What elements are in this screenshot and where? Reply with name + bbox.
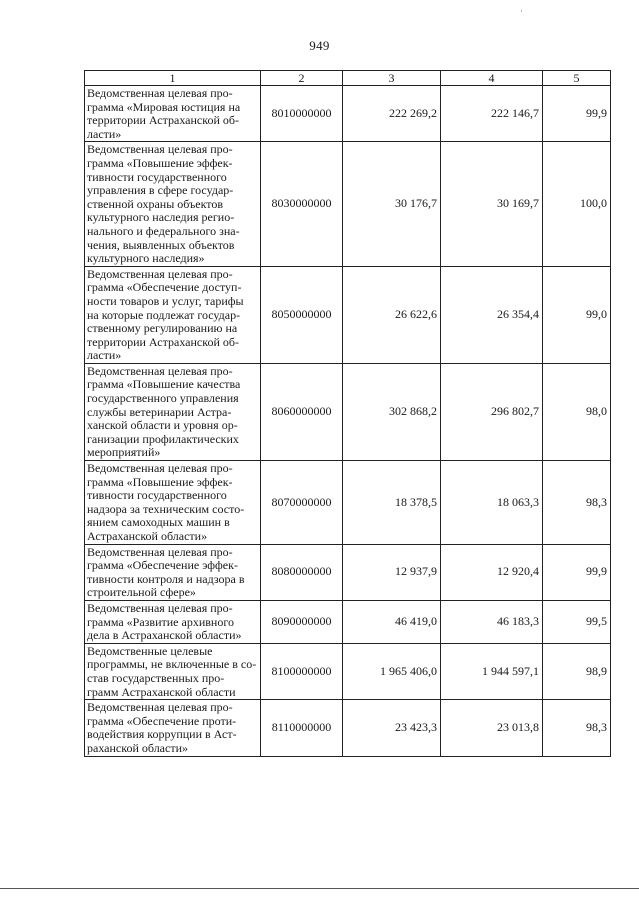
program-name-line: грамма «Повышение качества — [87, 377, 241, 392]
program-name-line: ханской области и уровня ор- — [87, 418, 238, 433]
program-name-line: культурного наследия регио- — [87, 210, 235, 225]
program-name-line: тивности государственного — [87, 169, 227, 184]
program-name-line: ласти» — [87, 126, 122, 141]
actual-amount-cell: 222 146,7 — [441, 86, 543, 142]
page-bottom-rule — [0, 888, 639, 889]
execution-percent-cell: 100,0 — [543, 142, 611, 266]
program-name-line: ганизации профилактических — [87, 431, 239, 446]
program-name-line: тивности контроля и надзора в — [87, 571, 245, 586]
program-name-line: государственного управления — [87, 391, 239, 406]
program-name-line: Ведомственная целевая про- — [87, 700, 233, 715]
execution-percent-cell: 98,9 — [543, 643, 611, 699]
execution-percent-cell: 98,3 — [543, 461, 611, 545]
actual-amount-cell: 18 063,3 — [441, 461, 543, 545]
program-name-line: Ведомственные целевые — [87, 643, 213, 658]
program-name-cell — [85, 544, 261, 600]
execution-percent-cell: 99,0 — [543, 266, 611, 363]
actual-amount-cell: 296 802,7 — [441, 363, 543, 460]
program-name-line: Астраханской области» — [87, 529, 208, 543]
scan-mark: · — [520, 6, 523, 16]
table-row — [85, 363, 611, 460]
header-cell-1: 1 — [85, 71, 261, 86]
program-name-line: ласти» — [87, 348, 122, 363]
program-name-line: мероприятий» — [87, 445, 161, 460]
program-name-line: нального и федерального зна- — [87, 223, 240, 238]
program-code-cell: 8070000000 — [261, 461, 343, 545]
execution-percent-cell: 99,5 — [543, 600, 611, 643]
program-name-line: грамма «Повышение эффек- — [87, 474, 233, 489]
planned-amount-cell: 18 378,5 — [343, 461, 441, 545]
program-name-line: строительной сфере» — [87, 585, 196, 600]
table-row — [85, 86, 611, 142]
program-name-line: грамма «Обеспечение доступ- — [87, 280, 242, 295]
program-name-line: грамма «Развитие архивного — [87, 614, 234, 629]
header-cell-4: 4 — [441, 71, 543, 86]
program-code-cell: 8060000000 — [261, 363, 343, 460]
program-name-line: ственному регулированию на — [87, 321, 238, 336]
program-name-line: водействия коррупции в Аст- — [87, 727, 237, 742]
table-row — [85, 643, 611, 699]
program-name-line: программы, не включенные в со- — [87, 657, 257, 672]
actual-amount-cell: 26 354,4 — [441, 266, 543, 363]
program-name-line: службы ветеринарии Астра- — [87, 404, 232, 419]
program-name-line: грамма «Обеспечение эффек- — [87, 558, 238, 573]
program-name-line: дела в Астраханской области» — [87, 628, 242, 643]
table-header-row — [85, 71, 611, 86]
program-name-cell — [85, 461, 261, 545]
program-name-line: грамм Астраханской области — [87, 684, 236, 699]
program-code-cell: 8050000000 — [261, 266, 343, 363]
program-name-line: став государственных про- — [87, 670, 225, 685]
table-row — [85, 600, 611, 643]
execution-percent-cell: 98,0 — [543, 363, 611, 460]
program-code-cell: 8010000000 — [261, 86, 343, 142]
program-code-cell: 8080000000 — [261, 544, 343, 600]
program-name-line: на которые подлежат государ- — [87, 307, 241, 322]
program-name-cell — [85, 142, 261, 266]
table-row — [85, 266, 611, 363]
table-row — [85, 142, 611, 266]
table-row — [85, 544, 611, 600]
program-name-line: Ведомственная целевая про- — [87, 142, 233, 157]
planned-amount-cell: 12 937,9 — [343, 544, 441, 600]
actual-amount-cell: 30 169,7 — [441, 142, 543, 266]
program-name-line: территории Астраханской об- — [87, 334, 239, 349]
header-cell-5: 5 — [543, 71, 611, 86]
program-name-cell — [85, 700, 261, 756]
planned-amount-cell: 222 269,2 — [343, 86, 441, 142]
program-name-line: Ведомственная целевая про- — [87, 544, 233, 559]
program-name-line: грамма «Повышение эффек- — [87, 155, 233, 170]
program-code-cell: 8110000000 — [261, 700, 343, 756]
page-number: 949 — [309, 38, 330, 53]
program-name-line: надзора за техническим состо- — [87, 501, 245, 516]
planned-amount-cell: 1 965 406,0 — [343, 643, 441, 699]
actual-amount-cell: 23 013,8 — [441, 700, 543, 756]
program-name-cell — [85, 643, 261, 699]
planned-amount-cell: 26 622,6 — [343, 266, 441, 363]
program-name-line: янием самоходных машин в — [87, 515, 230, 530]
actual-amount-cell: 46 183,3 — [441, 600, 543, 643]
program-name-line: культурного наследия» — [87, 251, 205, 266]
table-body — [85, 71, 611, 757]
planned-amount-cell: 302 868,2 — [343, 363, 441, 460]
execution-percent-cell: 99,9 — [543, 86, 611, 142]
program-code-cell: 8090000000 — [261, 600, 343, 643]
actual-amount-cell: 12 920,4 — [441, 544, 543, 600]
program-name-line: чения, выявленных объектов — [87, 237, 235, 252]
program-name-line: Ведомственная целевая про- — [87, 363, 233, 378]
header-cell-3: 3 — [343, 71, 441, 86]
program-name-cell — [85, 266, 261, 363]
header-cell-2: 2 — [261, 71, 343, 86]
planned-amount-cell: 23 423,3 — [343, 700, 441, 756]
planned-amount-cell: 30 176,7 — [343, 142, 441, 266]
program-name-line: ственной охраны объектов — [87, 196, 224, 211]
program-code-cell: 8100000000 — [261, 643, 343, 699]
execution-percent-cell: 99,9 — [543, 544, 611, 600]
program-name-line: Ведомственная целевая про- — [87, 461, 233, 476]
program-name-cell — [85, 363, 261, 460]
program-name-line: управления в сфере государ- — [87, 183, 234, 198]
budget-execution-table — [84, 70, 611, 757]
program-name-cell — [85, 86, 261, 142]
actual-amount-cell: 1 944 597,1 — [441, 643, 543, 699]
program-name-line: территории Астраханской об- — [87, 113, 239, 128]
program-name-line: Ведомственная целевая про- — [87, 86, 233, 100]
program-name-line: грамма «Обеспечение проти- — [87, 713, 237, 728]
program-name-cell — [85, 600, 261, 643]
program-code-cell: 8030000000 — [261, 142, 343, 266]
program-name-line: ности товаров и услуг, тарифы — [87, 293, 244, 308]
planned-amount-cell: 46 419,0 — [343, 600, 441, 643]
table-row — [85, 461, 611, 545]
program-name-line: Ведомственная целевая про- — [87, 600, 233, 615]
program-name-line: тивности государственного — [87, 488, 227, 503]
program-name-line: грамма «Мировая юстиция на — [87, 99, 241, 114]
table-row — [85, 700, 611, 756]
program-name-line: раханской области» — [87, 740, 188, 755]
execution-percent-cell: 98,3 — [543, 700, 611, 756]
program-name-line: Ведомственная целевая про- — [87, 266, 233, 281]
